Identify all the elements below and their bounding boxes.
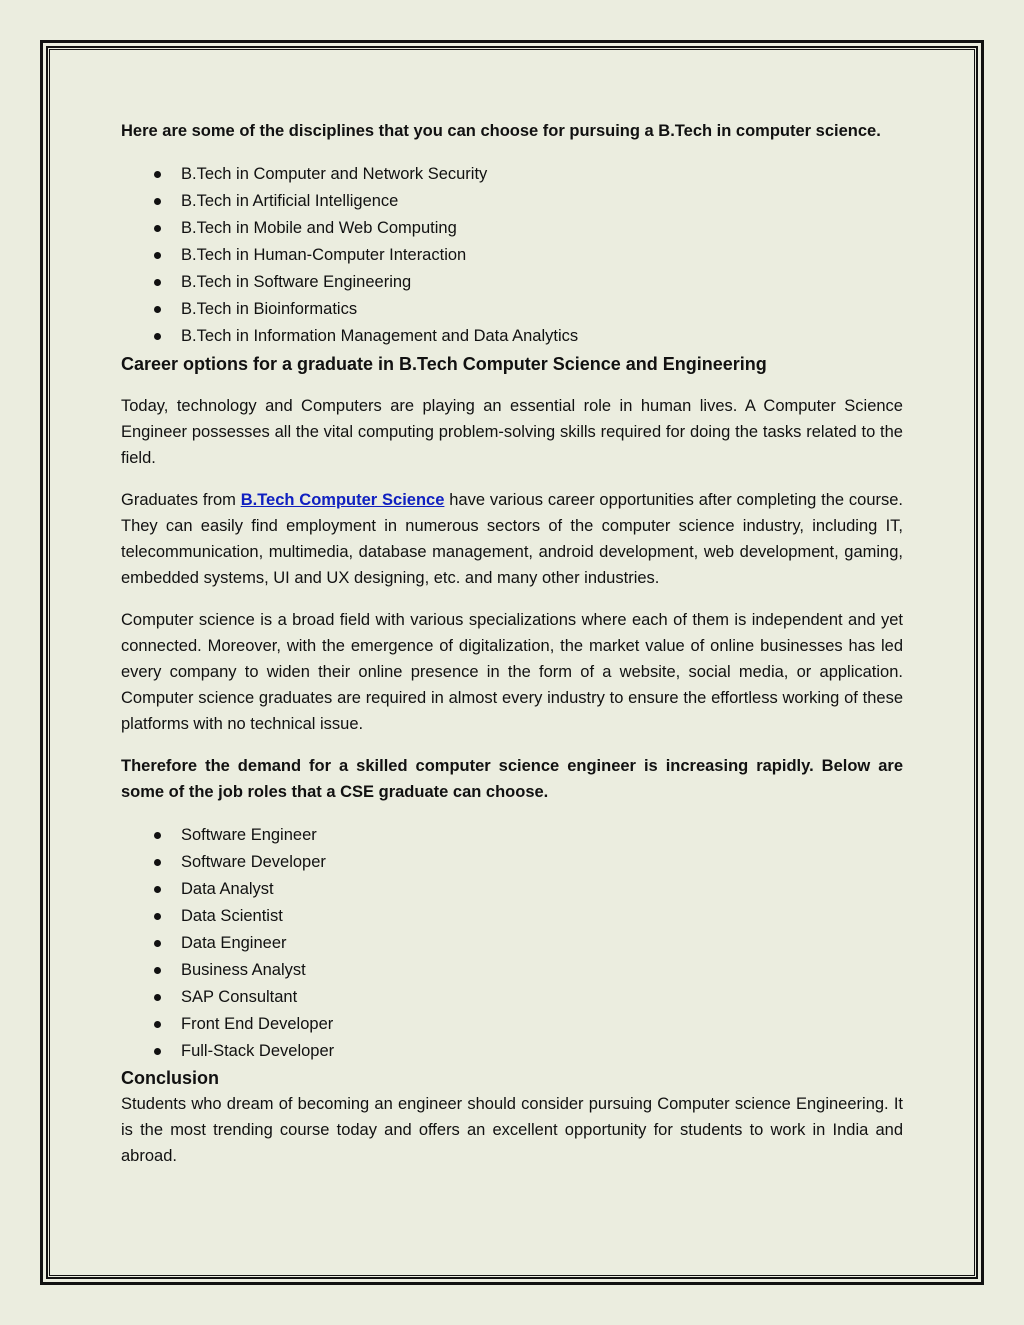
bullet-icon [154, 832, 161, 839]
list-item-label: Software Engineer [181, 826, 317, 844]
paragraph-graduates-rest: have various career opportunities after completing the course. They can easily find employment in numerous sectors of the computer science industry, including IT, telecommunication, multimedia, database management, android development, web development, gaming, embedded systems, UI and UX designing, etc. and many other industries. [121, 491, 904, 587]
list-item [121, 957, 903, 984]
list-item-label: Full-Stack Developer [181, 1042, 335, 1060]
list-item-label: Data Engineer [181, 934, 287, 952]
list-item [121, 984, 903, 1011]
list-item [121, 849, 903, 876]
disciplines-list [121, 161, 903, 350]
paragraph-specializations: Computer science is a broad field with various specializations where each of them is independent and yet connected. Moreover, with the emergence of digitalization, the market value of online businesses has led every company to widen their online presence in the form of a website, social media, or application. Computer science graduates are required in almost every industry to ensure the effortless working of these platforms with no technical issue. [121, 611, 903, 733]
list-item [121, 323, 903, 350]
list-item [121, 1038, 903, 1065]
career-heading: Career options for a graduate in B.Tech Computer Science and Engineering [121, 354, 767, 374]
bullet-icon [154, 225, 161, 232]
bullet-icon [154, 886, 161, 893]
list-item-label: B.Tech in Mobile and Web Computing [181, 219, 457, 237]
bullet-icon [154, 1021, 161, 1028]
bullet-icon [154, 913, 161, 920]
demand-text: Therefore the demand for a skilled computer science engineer is increasing rapidly. Below are some of the job roles that a CSE graduate can choose. [121, 757, 903, 801]
list-item [121, 876, 903, 903]
intro-text: Here are some of the disciplines that you can choose for pursuing a B.Tech in computer science. [121, 122, 881, 140]
list-item-label: Front End Developer [181, 1015, 334, 1033]
job-roles-list [121, 822, 903, 1065]
bullet-icon [154, 1048, 161, 1055]
list-item [121, 269, 903, 296]
paragraph-graduates-lead: Graduates from [121, 491, 241, 509]
paragraph-graduates [121, 487, 903, 591]
list-item-label: Software Developer [181, 853, 326, 871]
list-item-label: Data Scientist [181, 907, 283, 925]
list-item [121, 242, 903, 269]
bullet-icon [154, 306, 161, 313]
list-item [121, 822, 903, 849]
list-item [121, 903, 903, 930]
list-item [121, 296, 903, 323]
list-item-label: B.Tech in Computer and Network Security [181, 165, 488, 183]
document-content [121, 118, 903, 1169]
list-item [121, 930, 903, 957]
conclusion-text: Students who dream of becoming an engineer should consider pursuing Computer science Engineering. It is the most trending course today and offers an excellent opportunity for students to work in India and abroad. [121, 1095, 903, 1165]
bullet-icon [154, 994, 161, 1001]
bullet-icon [154, 859, 161, 866]
paragraph-technology: Today, technology and Computers are playing an essential role in human lives. A Computer Science Engineer possesses all the vital computing problem-solving skills required for doing the tasks related to the field. [121, 397, 903, 467]
conclusion-heading: Conclusion [121, 1068, 219, 1088]
list-item-label: SAP Consultant [181, 988, 298, 1006]
bullet-icon [154, 252, 161, 259]
list-item-label: Data Analyst [181, 880, 274, 898]
bullet-icon [154, 940, 161, 947]
bullet-icon [154, 279, 161, 286]
list-item-label: B.Tech in Human-Computer Interaction [181, 246, 467, 264]
list-item [121, 1011, 903, 1038]
list-item-label: B.Tech in Artificial Intelligence [181, 192, 399, 210]
list-item [121, 188, 903, 215]
bullet-icon [154, 198, 161, 205]
list-item-label: Business Analyst [181, 961, 306, 979]
list-item [121, 215, 903, 242]
bullet-icon [154, 171, 161, 178]
bullet-icon [154, 967, 161, 974]
bullet-icon [154, 333, 161, 340]
btech-computer-science-link[interactable]: B.Tech Computer Science [240, 491, 445, 509]
list-item-label: B.Tech in Bioinformatics [181, 300, 358, 318]
list-item-label: B.Tech in Software Engineering [181, 273, 412, 291]
list-item [121, 161, 903, 188]
list-item-label: B.Tech in Information Management and Data Analytics [181, 327, 579, 345]
